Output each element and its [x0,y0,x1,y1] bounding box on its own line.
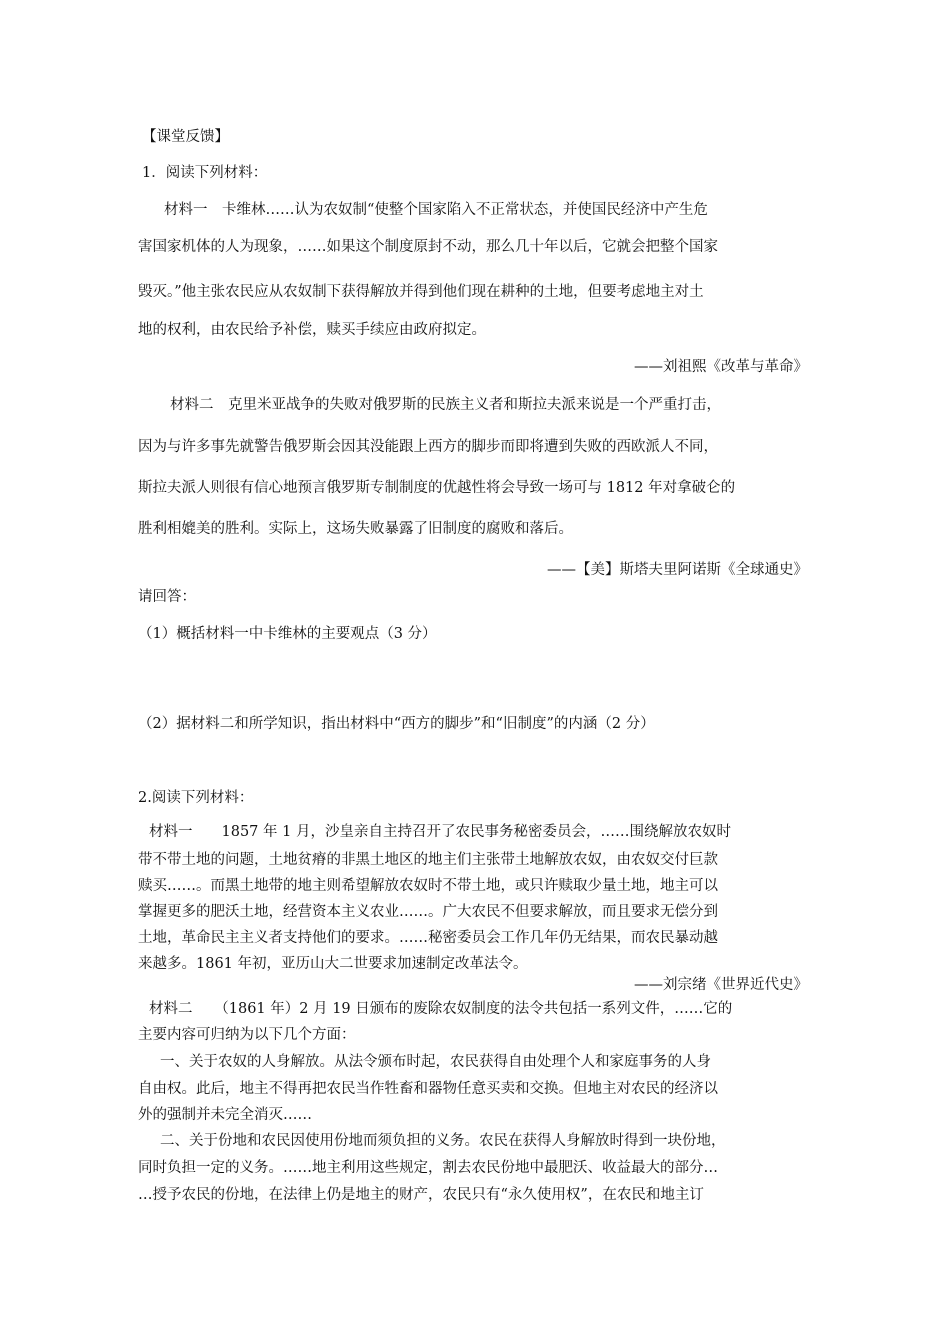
q2-material-1-line: 赎买……。而黑土地带的地主则希望解放农奴时不带土地，或只许赎取少量土地，地主可以 [138,878,718,894]
q1-material-1-line: 材料一 卡维林……认为农奴制“使整个国家陷入不正常状态，并使国民经济中产生危 [164,202,708,218]
q1-material-1-line: 毁灭。”他主张农民应从农奴制下获得解放并得到他们现在耕种的土地，但要考虑地主对土 [138,284,704,300]
q2-material-2-line: 同时负担一定的义务。……地主利用这些规定，割去农民份地中最肥沃、收益最大的部分… [138,1160,718,1176]
q2-material-2-line: 自由权。此后，地主不得再把农民当作牲畜和器物任意买卖和交换。但地主对农民的经济以 [138,1081,718,1097]
q1-material-2-line: 斯拉夫派人则很有信心地预言俄罗斯专制制度的优越性将会导致一场可与 1812 年对拿破仑的 [138,480,736,496]
q2-material-2-line: 材料二 （1861 年）2 月 19 日颁布的废除农奴制度的法令共包括一系列文件，……它的 [149,1001,733,1017]
q2-material-2-line: …授予农民的份地，在法律上仍是地主的财产，农民只有“永久使用权”，在农民和地主订 [138,1187,704,1203]
q2-material-1-line: 材料一 1857 年 1 月，沙皇亲自主持召开了农民事务秘密委员会，……围绕解放农奴时 [149,824,731,840]
q1-material-2-line: 材料二 克里米亚战争的失败对俄罗斯的民族主义者和斯拉夫派来说是一个严重打击， [170,397,721,413]
answer-prompt: 请回答： [138,589,196,605]
q1-material-2-line: 胜利相媲美的胜利。实际上，这场失败暴露了旧制度的腐败和落后。 [138,521,573,537]
question-1-stem: 1．阅读下列材料： [142,165,268,181]
sub-question-1: （1）概括材料一中卡维林的主要观点（3 分） [138,626,437,642]
q1-material-2-line: 因为与许多事先就警告俄罗斯会因其没能跟上西方的脚步而即将遭到失败的西欧派人不同， [138,439,718,455]
q1-material-1-line: 害国家机体的人为现象，……如果这个制度原封不动，那么几十年以后，它就会把整个国家 [138,239,718,255]
q2-material-1-line: 掌握更多的肥沃土地，经营资本主义农业……。广大农民不但要求解放，而且要求无偿分到 [138,904,718,920]
q2-material-2-line: 一、关于农奴的人身解放。从法令颁布时起，农民获得自由处理个人和家庭事务的人身 [160,1054,711,1070]
question-2-stem: 2.阅读下列材料： [138,790,254,806]
q2-material-1-source: ——刘宗绪《世界近代史》 [634,977,808,993]
q1-material-1-line: 地的权利，由农民给予补偿，赎买手续应由政府拟定。 [138,322,486,338]
q2-material-1-line: 来越多。1861 年初，亚历山大二世要求加速制定改革法令。 [138,956,528,972]
section-title: 【课堂反馈】 [142,129,229,145]
q2-material-1-line: 土地，革命民主主义者支持他们的要求。……秘密委员会工作几年仍无结果，而农民暴动越 [138,930,718,946]
q2-material-2-line: 外的强制并未完全消灭…… [138,1107,312,1123]
q2-material-1-line: 带不带土地的问题，土地贫瘠的非黑土地区的地主们主张带土地解放农奴，由农奴交付巨款 [138,852,718,868]
q2-material-2-line: 二、关于份地和农民因使用份地而须负担的义务。农民在获得人身解放时得到一块份地， [160,1133,726,1149]
q2-material-2-line: 主要内容可归纳为以下几个方面： [138,1027,356,1043]
sub-question-2: （2）据材料二和所学知识，指出材料中“西方的脚步”和“旧制度”的内涵（2 分） [138,716,655,732]
q1-material-1-source: ——刘祖熙《改革与革命》 [634,359,808,375]
q1-material-2-source: ——【美】斯塔夫里阿诺斯《全球通史》 [547,562,808,578]
